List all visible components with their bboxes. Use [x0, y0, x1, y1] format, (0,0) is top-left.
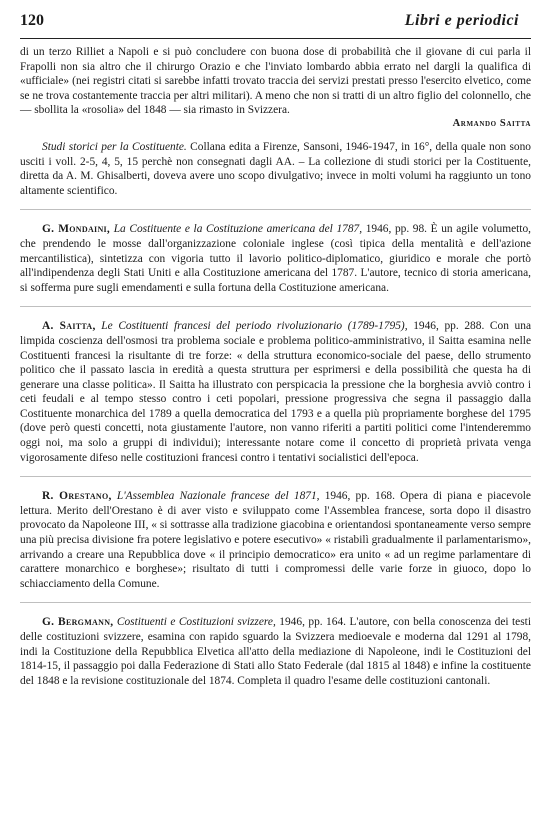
entry-paragraph [20, 140, 531, 198]
entry-author: G. Mondaini, [42, 223, 111, 236]
review-entry [20, 615, 531, 688]
entry-divider [20, 306, 531, 308]
entry-divider [20, 476, 531, 478]
entry-text: 1946, pp. 164. L'autore, con bella conoscenza dei testi delle costituzioni svizzere, esamina con rapido sguardo la Svizzera medioevale e moderna dal 1291 al 1798, indi la Costituzione della Repubblica Elvetica all'atto della mediazione di Napoleone, indi le Costituzioni del 1814-15, il passaggio poi dalla Federazione di Stati allo Stato Federale (dal 1815 al 1848) e infine la costituente del 1848 e la revisione costituzionale del 1874. Completa il quadro l'esame delle costituzioni cantonali. [20, 616, 531, 687]
review-entry [20, 140, 531, 198]
entry-title: La Costituente e la Costituzione americana del 1787, [110, 223, 363, 236]
entry-paragraph [20, 319, 531, 465]
page [20, 12, 531, 688]
running-head: Libri e periodici [404, 12, 519, 29]
review-signature: Armando Saitta [452, 117, 531, 129]
entry-divider [20, 602, 531, 604]
page-header [20, 12, 531, 39]
entry-text: 1946, pp. 288. Con una limpida coscienza dell'osmosi tra problema sociale e problema politico-amministrativo, il Saitta esamina nelle Costituenti francesi la risultante di tre forze: « della struttura economico-sociale del paese, dello strumento politico che il passato lascia in eredità a questa struttura per esprimersi e della possibilità che questa ha di generare una classe politica». Il Saitta ha illustrato con perspicacia la pressione che la borghesia avviò contro i ceti feudali e al tempo stesso contro i ceti popolari, pressione progressiva che segna il passaggio dalla Costituente monarchica del 1789 a quella democratica del 1793 e a quella più propriamente borghese del 1795 (dove però questi concetti, nota giustamente l'autore, non vanno riferiti a partiti politici come l'intenderemmo oggi noi, ma solo a gruppi di individui); interessante notare come il concetto di proprietà privata venga vigorosamente difeso nelle costituzioni francesi contro i tentativi socialistici dell'epoca. [20, 320, 532, 464]
continuation-text: di un terzo Rilliet a Napoli e si può concludere con buona dose di probabilità che il giovane di cui parla il Frapolli non sia altro che il chirurgo Orazio e che l'inviato lombardo abbia errato nel dargli la qualifica di «ufficiale» (nei registri citati si sarebbe infatti trovato traccia dei servizi prestati presso l'esercito elvetico, come se ne trova costantemente traccia per altri militari). A meno che non si tratti di un altro figlio del colonnello, che — sbollita la «rosolia» del 1848 — sia rimasto in Svizzera. [20, 46, 531, 117]
entry-author: A. Saitta, [42, 320, 96, 333]
entry-text: 1946, pp. 98. È un agile volumetto, che prendendo le mosse dall'organizzazione coloniale inglese (così tipica della mentalità e dell'azione mercantilistica), sintetizza con vigoria tutto il lavorio politico-diplomatico, giuridico e morale che portò all'indipendenza degli Stati Uniti e alla Costituzione americana del 1787. L'autore, tecnico di storia americana, si sofferma pure sugli emendamenti e sulla fortuna della Costituzione americana. [20, 223, 532, 294]
entry-title: Costituenti e Costituzioni svizzere, [113, 616, 276, 629]
entry-author: G. Bergmann, [42, 616, 114, 629]
page-content [20, 45, 531, 688]
entry-text: 1946, pp. 168. Opera di piana e piacevole lettura. Merito dell'Orestano è di aver visto e sviluppato come l'Assemblea francese, sorta dopo il disastro provocato da Napoleone III, « si sottrasse alla tradizione giacobina e orientandosi spontaneamente verso sempre una più precisa divisione fra potere legislativo e potere esecutivo» « ristabilì gradualmente il parlamentarismo», arrivando a creare una Repubblica dove « il principio democratico» era unito « ad un regime parlamentare di carattere monarchico e borghese»; risultato di tutti i compromessi delle varie forze in giuoco, dopo lo schiacciamento della Comune. [20, 490, 531, 590]
review-entry [20, 222, 531, 295]
review-entry [20, 319, 531, 465]
entry-title: Studi storici per la Costituente. [42, 140, 187, 153]
page-number: 120 [20, 12, 44, 29]
entry-author: R. Orestano, [42, 490, 112, 503]
entry-paragraph [20, 615, 531, 688]
entry-text: Collana edita a Firenze, Sansoni, 1946-1947, in 16°, della quale non sono usciti i voll. 2-5, 4, 5, 15 perchè non consegnati dagli AA. – La collezione di studi storici per la Costituente, diretta da A. M. Ghisalberti, doveva avere uno scopo divulgativo; invece in molti volumi ha raggiunto un tono altamente scientifico. [20, 140, 531, 197]
entry-title: L'Assemblea Nazionale francese del 1871, [111, 490, 320, 503]
entry-divider [20, 209, 531, 211]
entry-title: Le Costituenti francesi del periodo rivoluzionario (1789-1795), [95, 320, 408, 333]
entry-paragraph [20, 222, 531, 295]
review-entry [20, 489, 531, 591]
continuation-paragraph [20, 45, 531, 129]
entry-paragraph [20, 489, 531, 591]
